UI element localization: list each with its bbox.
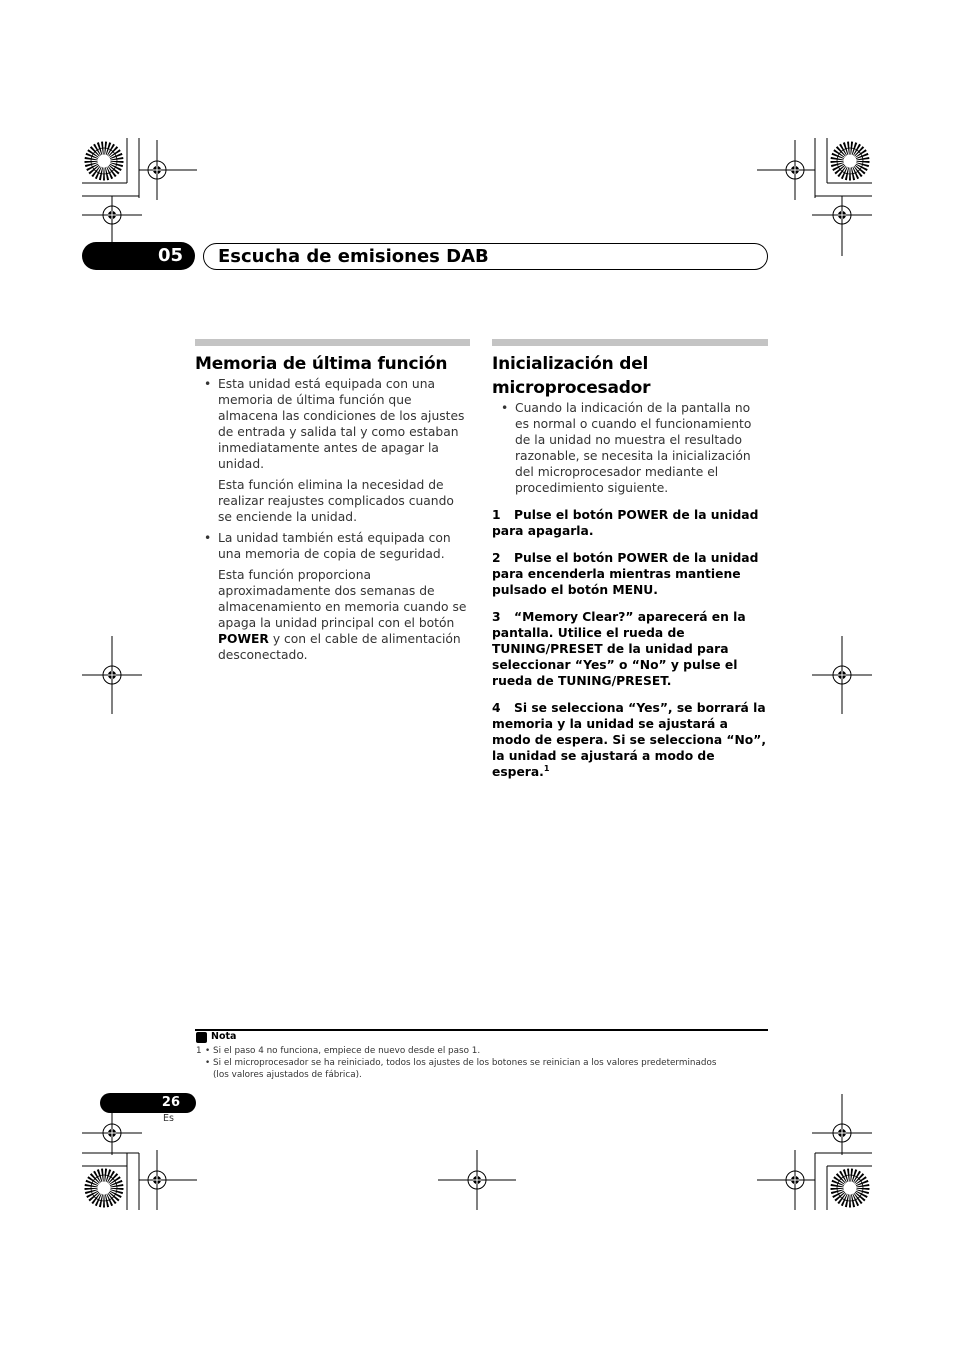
step-text: Si se selecciona “Yes”, se borrará la memoria y la unidad se ajustará a modo de espera. Si se selecciona “No”, la unidad se ajustará a modo de espera. bbox=[492, 701, 766, 779]
chapter-header bbox=[203, 243, 768, 270]
step-item bbox=[492, 550, 768, 598]
section-title: Inicialización del microprocesador bbox=[492, 354, 651, 398]
footnote-bullet-icon: • bbox=[205, 1046, 211, 1056]
step-number: 3 bbox=[492, 610, 501, 624]
chapter-title: Escucha de emisiones DAB bbox=[218, 246, 489, 267]
chapter-number: 05 bbox=[82, 242, 195, 270]
step-item bbox=[492, 609, 768, 689]
power-keyword: POWER bbox=[218, 632, 269, 646]
bullet-icon: • bbox=[204, 531, 212, 545]
footnote-bullet-icon: • bbox=[205, 1058, 211, 1068]
paragraph: Esta función elimina la necesidad de realizar reajustes complicados cuando se enciende la unidad. bbox=[218, 478, 454, 524]
step-item bbox=[492, 507, 768, 539]
bullet-icon: • bbox=[204, 377, 212, 391]
section-bar bbox=[195, 339, 470, 346]
footnote-text: Si el microprocesador se ha reiniciado, todos los ajustes de los botones se reinician a los valores predeterminados bbox=[213, 1058, 717, 1068]
section-last-function-memory bbox=[195, 339, 470, 663]
paragraph-text: Esta función proporciona aproximadamente dos semanas de almacenamiento en memoria cuando se apaga la unidad principal con el botón bbox=[218, 568, 467, 630]
footnote-number: 1 bbox=[196, 1046, 202, 1056]
section-title: Memoria de última función bbox=[195, 354, 448, 374]
step-number: 1 bbox=[492, 508, 501, 522]
bullet-item bbox=[492, 400, 768, 496]
note-icon bbox=[196, 1032, 207, 1043]
paragraph bbox=[195, 567, 470, 663]
bullet-text: La unidad también está equipada con una memoria de copia de seguridad. bbox=[218, 531, 451, 561]
page-number: 26 bbox=[100, 1093, 196, 1113]
footnote-text: (los valores ajustados de fábrica). bbox=[213, 1070, 362, 1080]
section-microprocessor-reset bbox=[492, 339, 768, 780]
bullet-item bbox=[195, 376, 470, 472]
step-number: 2 bbox=[492, 551, 501, 565]
bullet-icon: • bbox=[501, 401, 509, 415]
note-label: Nota bbox=[211, 1031, 237, 1042]
paragraph-text: y con el cable de alimentación desconectado. bbox=[218, 632, 461, 662]
bullet-text: Esta unidad está equipada con una memoria de última función que almacena las condiciones de los ajustes de entrada y salida tal y como estaban inmediatamente antes de apagar la unidad. bbox=[218, 377, 465, 471]
footnote-text: Si el paso 4 no funciona, empiece de nuevo desde el paso 1. bbox=[213, 1046, 481, 1056]
step-text: “Memory Clear?” aparecerá en la pantalla. Utilice el rueda de TUNING/PRESET de la unidad para seleccionar “Yes” o “No” y pulse el rueda de TUNING/PRESET. bbox=[492, 610, 746, 688]
note-divider bbox=[195, 1029, 768, 1031]
bullet-text: Cuando la indicación de la pantalla no es normal o cuando el funcionamiento de la unidad no muestra el resultado razonable, se necesita la inicialización del microprocesador mediante el procedimiento siguiente. bbox=[515, 401, 752, 495]
step-text: Pulse el botón POWER de la unidad para encenderla mientras mantiene pulsado el botón MENU. bbox=[492, 551, 759, 597]
section-bar bbox=[492, 339, 768, 346]
step-text: Pulse el botón POWER de la unidad para apagarla. bbox=[492, 508, 759, 538]
bullet-item bbox=[195, 530, 470, 562]
step-item bbox=[492, 700, 768, 780]
footnote-ref: 1 bbox=[543, 763, 550, 773]
step-number: 4 bbox=[492, 701, 501, 715]
page-language: Es bbox=[163, 1113, 174, 1124]
